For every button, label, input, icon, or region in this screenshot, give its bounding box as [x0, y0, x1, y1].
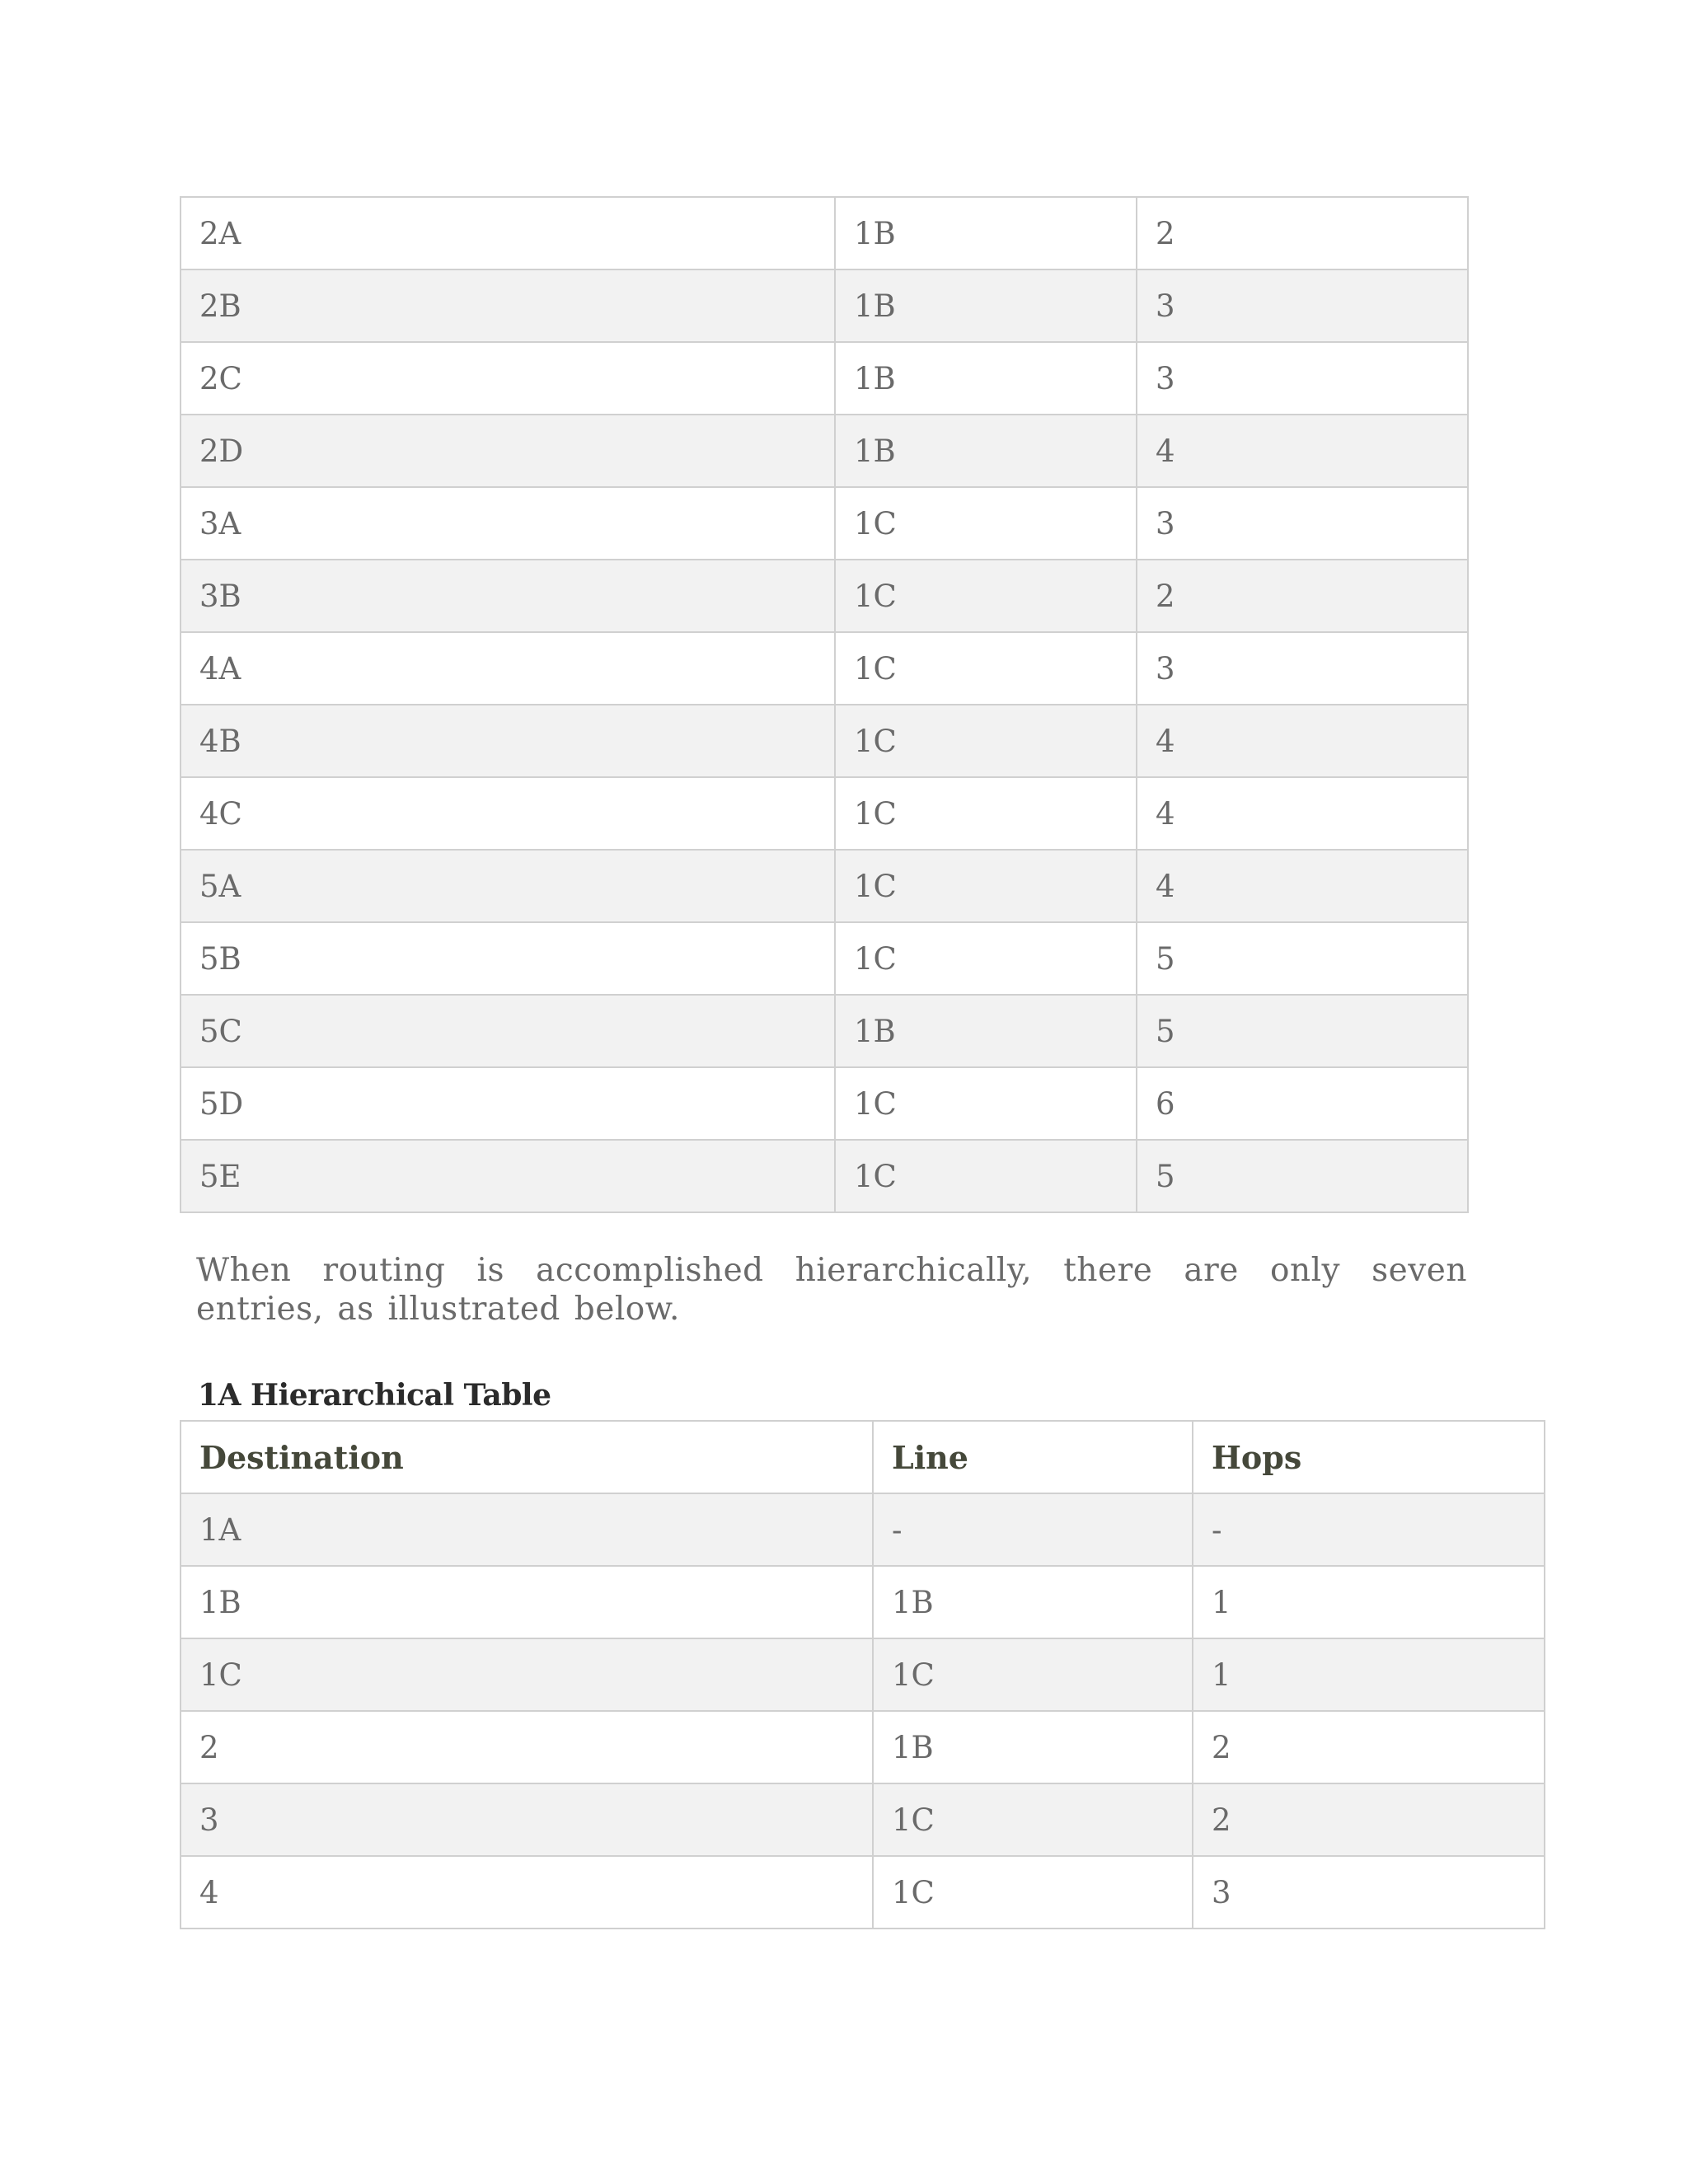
table-row [181, 269, 1468, 342]
cell-destination: 2C [181, 342, 835, 415]
cell-hops: 4 [1137, 415, 1468, 487]
cell-line: 1C [835, 1067, 1137, 1140]
table-row [181, 705, 1468, 777]
cell-line: 1B [835, 415, 1137, 487]
cell-hops: - [1193, 1493, 1545, 1566]
column-header-line: Line [873, 1421, 1193, 1493]
body-paragraph: When routing is accomplished hierarchically, there are only seven entries, as illustrated below. [196, 1252, 1467, 1328]
table-row [181, 1140, 1468, 1212]
table-row [181, 1493, 1545, 1566]
table-row [181, 1783, 1545, 1856]
table-row [181, 850, 1468, 922]
cell-line: 1B [873, 1566, 1193, 1638]
cell-hops: 4 [1137, 850, 1468, 922]
table-row [181, 1638, 1545, 1711]
cell-hops: 5 [1137, 1140, 1468, 1212]
table-row [181, 777, 1468, 850]
cell-destination: 5E [181, 1140, 835, 1212]
routing-table-body [181, 197, 1468, 1212]
cell-destination: 4A [181, 632, 835, 705]
cell-destination: 4B [181, 705, 835, 777]
cell-hops: 3 [1193, 1856, 1545, 1929]
cell-destination: 3A [181, 487, 835, 560]
cell-destination: 1A [181, 1493, 873, 1566]
cell-destination: 3B [181, 560, 835, 632]
cell-destination: 5A [181, 850, 835, 922]
cell-hops: 3 [1137, 487, 1468, 560]
cell-destination: 2B [181, 269, 835, 342]
table-row [181, 197, 1468, 269]
cell-destination: 2D [181, 415, 835, 487]
table-row [181, 342, 1468, 415]
cell-line: 1C [835, 922, 1137, 995]
cell-line: 1B [835, 269, 1137, 342]
column-header-destination: Destination [181, 1421, 873, 1493]
table-row [181, 922, 1468, 995]
table-row [181, 1067, 1468, 1140]
cell-destination: 5D [181, 1067, 835, 1140]
table-caption: 1A Hierarchical Table [198, 1378, 551, 1413]
cell-hops: 4 [1137, 777, 1468, 850]
cell-destination: 3 [181, 1783, 873, 1856]
cell-destination: 2A [181, 197, 835, 269]
table-row [181, 1566, 1545, 1638]
cell-line: 1C [873, 1856, 1193, 1929]
cell-destination: 2 [181, 1711, 873, 1783]
cell-line: 1C [873, 1638, 1193, 1711]
hierarchical-table [180, 1420, 1545, 1929]
cell-destination: 1C [181, 1638, 873, 1711]
cell-hops: 3 [1137, 269, 1468, 342]
cell-line: 1C [835, 850, 1137, 922]
table-row [181, 632, 1468, 705]
table-row [181, 1856, 1545, 1929]
hierarchical-table-header [181, 1421, 1545, 1493]
table-row [181, 487, 1468, 560]
cell-hops: 2 [1193, 1711, 1545, 1783]
cell-line: 1C [835, 487, 1137, 560]
cell-destination: 4 [181, 1856, 873, 1929]
table-row [181, 415, 1468, 487]
cell-destination: 5C [181, 995, 835, 1067]
cell-hops: 6 [1137, 1067, 1468, 1140]
table-row [181, 560, 1468, 632]
cell-destination: 5B [181, 922, 835, 995]
hierarchical-table-body [181, 1493, 1545, 1929]
cell-hops: 5 [1137, 995, 1468, 1067]
cell-line: 1C [835, 777, 1137, 850]
cell-hops: 2 [1137, 197, 1468, 269]
cell-hops: 2 [1137, 560, 1468, 632]
routing-table [180, 196, 1469, 1213]
cell-line: 1C [835, 632, 1137, 705]
cell-line: 1B [835, 995, 1137, 1067]
cell-line: 1B [835, 197, 1137, 269]
cell-line: 1B [835, 342, 1137, 415]
cell-hops: 1 [1193, 1638, 1545, 1711]
cell-hops: 3 [1137, 342, 1468, 415]
cell-line: - [873, 1493, 1193, 1566]
cell-hops: 4 [1137, 705, 1468, 777]
cell-line: 1C [835, 1140, 1137, 1212]
cell-line: 1C [835, 560, 1137, 632]
cell-hops: 1 [1193, 1566, 1545, 1638]
cell-line: 1C [873, 1783, 1193, 1856]
cell-hops: 2 [1193, 1783, 1545, 1856]
table-row [181, 1711, 1545, 1783]
cell-line: 1B [873, 1711, 1193, 1783]
column-header-hops: Hops [1193, 1421, 1545, 1493]
cell-destination: 4C [181, 777, 835, 850]
cell-destination: 1B [181, 1566, 873, 1638]
table-row [181, 995, 1468, 1067]
cell-line: 1C [835, 705, 1137, 777]
cell-hops: 3 [1137, 632, 1468, 705]
cell-hops: 5 [1137, 922, 1468, 995]
header-row [181, 1421, 1545, 1493]
